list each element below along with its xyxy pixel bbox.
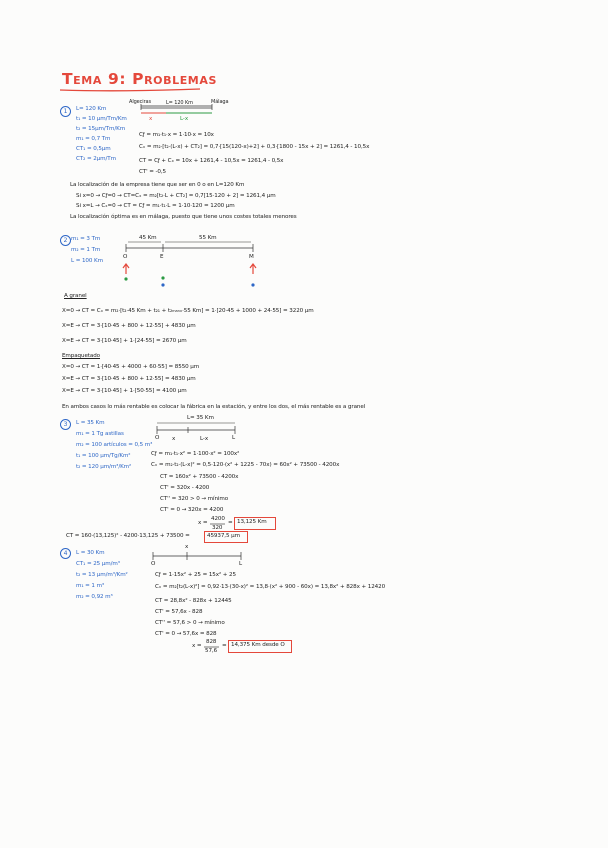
result-value: 13,125 Km — [237, 519, 267, 525]
equation-line: Cƒ = m₁·t₁·x² = 1·100·x² = 100x² — [151, 451, 240, 457]
equation-line: Cƒ = m₁·t₁·x = 1·10·x = 10x — [139, 132, 214, 138]
conclusion-line: En ambos casos lo más rentable es colocar la fábrica en la estación, y entre los dos, el más rentable es a granel — [62, 404, 366, 410]
problem-number-3: 3 — [60, 419, 71, 430]
equation-line: CT'' = 320 > 0 → mínimo — [160, 496, 229, 502]
problem-number-2: 2 — [60, 235, 71, 246]
point-l-label: L — [239, 561, 243, 567]
text-line: La localización de la empresa tiene que ser en 0 o en L=120 Km — [70, 182, 245, 188]
point-m-label: M — [249, 254, 254, 260]
lx-segment-label: L-x — [180, 116, 189, 122]
equation-line: CT'' = 57,6 > 0 → mínimo — [155, 620, 225, 626]
point-e-label: E — [160, 254, 164, 260]
p2-data-item: L = 100 Km — [71, 258, 103, 264]
fraction-equals: = — [222, 643, 227, 649]
p1-data-item: L= 120 Km — [76, 106, 107, 112]
p1-data-item: CT₁ = 0,5µm — [76, 146, 111, 152]
equation-line: Cₓ = m₂·t₂·(L-x)² = 0,5·120·(x² + 1225 - 70x) = 60x² + 73500 - 4200x — [151, 462, 340, 468]
p1-data-item: CT₂ = 2µm/Tm — [76, 156, 116, 162]
equation-line: CT = Cƒ + Cₓ = 10x + 1261,4 - 10,5x = 1261,4 - 0,5x — [139, 158, 284, 164]
x-segment-label: x — [172, 436, 176, 442]
p2-data-item: m₂ = 1 Tm — [71, 247, 101, 253]
distance-label: L= 120 Km — [166, 100, 193, 106]
p4-data-item: m₂ = 0,92 m³ — [76, 594, 113, 600]
equation-line: X=0 → CT = Cₓ = m₂·[t₂·45 Km + t₂₁ + t₂ₘₐₙₓ·55 Km] = 1·[20·45 + 1000 + 24·55] = 3220 µm — [62, 308, 314, 314]
equation-line: Si x=0 → Cƒ=0 → CT=Cₓ = m₂[t₂·L + CT₂] = 0,7[15·120 + 2] = 1261,4 µm — [76, 193, 276, 199]
segment-a-label: 45 Km — [139, 235, 157, 241]
equation-line: Si x=L → Cₓ=0 → CT = Cƒ = m₁·t₁·L = 1·10·120 = 1200 µm — [76, 203, 235, 209]
point-l-label: L — [232, 435, 236, 441]
x-label: x — [185, 544, 189, 550]
equation-line: X=E → CT = 3·[10·45] + 1·[50·55] = 4100 µm — [62, 388, 187, 394]
p1-data-item: m₁ = 0,7 Tm — [76, 136, 111, 142]
page-title: Tema 9: Problemas — [62, 70, 217, 88]
p4-data-item: t₂ = 13 µm/m³/Km² — [76, 572, 128, 578]
equation-line: X=E → CT = 3·[10·45 + 800 + 12·55] + 4830 µm — [62, 323, 196, 329]
p3-data-item: m₂ = 100 artículos = 0,5 m³ — [76, 442, 153, 448]
point-o-label: O — [155, 435, 160, 441]
equation-line: CT' = 0 → 320x = 4200 — [160, 507, 224, 513]
fraction-equals: = — [228, 520, 233, 526]
equation-line: CT = 160·(13,125)² - 4200·13,125 + 73500 = — [66, 533, 190, 539]
equation-line: CT = 160x² + 73500 - 4200x — [160, 474, 239, 480]
equation-line: CT' = -0,5 — [139, 169, 167, 175]
equation-line: Cƒ = 1·15x² + 25 = 15x² + 25 — [155, 572, 236, 578]
equation-line: CT' = 0 → 57,6x = 828 — [155, 631, 217, 637]
destination-label: Málaga — [211, 99, 229, 105]
fraction-numerator: 4200 — [211, 516, 225, 522]
fraction-numerator: 828 — [206, 639, 217, 645]
p4-data-item: L = 30 Km — [76, 550, 105, 556]
problem-number-1: 1 — [60, 106, 71, 117]
equation-line: Cₓ = m₂[t₂(L-x)²] = 0,92·13·(30-x)² = 13,8·(x² + 900 - 60x) = 13,8x² + 828x + 12420 — [155, 584, 386, 590]
point-o-label: O — [123, 254, 128, 260]
distance-label: L= 35 Km — [187, 415, 214, 421]
problem-number-4: 4 — [60, 548, 71, 559]
equation-line: CT = 28,8x² - 828x + 12445 — [155, 598, 232, 604]
p4-data-item: m₁ = 1 m³ — [76, 583, 105, 589]
fraction-denominator: 320 — [212, 525, 223, 531]
x-segment-label: x — [149, 116, 153, 122]
equation-line: X=0 → CT = 1·[40·45 + 4000 + 60·55] = 8550 µm — [62, 364, 200, 370]
equation-line: Cₓ = m₂·[t₂·(L-x) + CT₂] = 0,7·[15(120-x)+2] + 0,3·[1800 - 15x + 2] = 1261,4 - 10,5x — [139, 144, 370, 150]
p3-data-item: t₂ = 120 µm/m³/Km² — [76, 464, 132, 470]
fraction-lhs: x = — [192, 643, 202, 649]
lx-segment-label: L-x — [200, 436, 209, 442]
equation-line: CT' = 57,6x - 828 — [155, 609, 203, 615]
p3-data-item: m₁ = 1 Tg astillas — [76, 431, 124, 437]
result-value: 14,375 Km desde O — [231, 642, 285, 648]
fraction-denominator: 57,6 — [205, 648, 218, 654]
equation-line: X=E → CT = 3·[10·45] + 1·[24·55] = 2670 µm — [62, 338, 187, 344]
equation-line: X=E → CT = 3·[10·45 + 800 + 12·55] = 4830 µm — [62, 376, 196, 382]
section-heading: Empaquetado — [62, 353, 100, 359]
p4-data-item: CT₁ = 25 µm/m³ — [76, 561, 120, 567]
equation-line: CT' = 320x - 4200 — [160, 485, 210, 491]
segment-b-label: 55 Km — [199, 235, 217, 241]
result-value: 45937,5 µm — [207, 533, 240, 539]
p3-data-item: t₁ = 100 µm/Tg/Km² — [76, 453, 131, 459]
fraction-lhs: x = — [198, 520, 208, 526]
conclusion-line: La localización óptima es en málaga, puesto que tiene unos costes totales menores — [70, 214, 297, 220]
point-o-label: O — [151, 561, 156, 567]
p3-data-item: L = 35 Km — [76, 420, 105, 426]
section-heading: A granel — [64, 293, 87, 299]
p2-data-item: m₁ = 3 Tm — [71, 236, 101, 242]
origin-label: Algeciras — [129, 99, 152, 105]
p1-data-item: t₁ = 10 µm/Tm/Km — [76, 116, 127, 122]
p1-data-item: t₂ = 15µm/Tm/Km — [76, 126, 126, 132]
